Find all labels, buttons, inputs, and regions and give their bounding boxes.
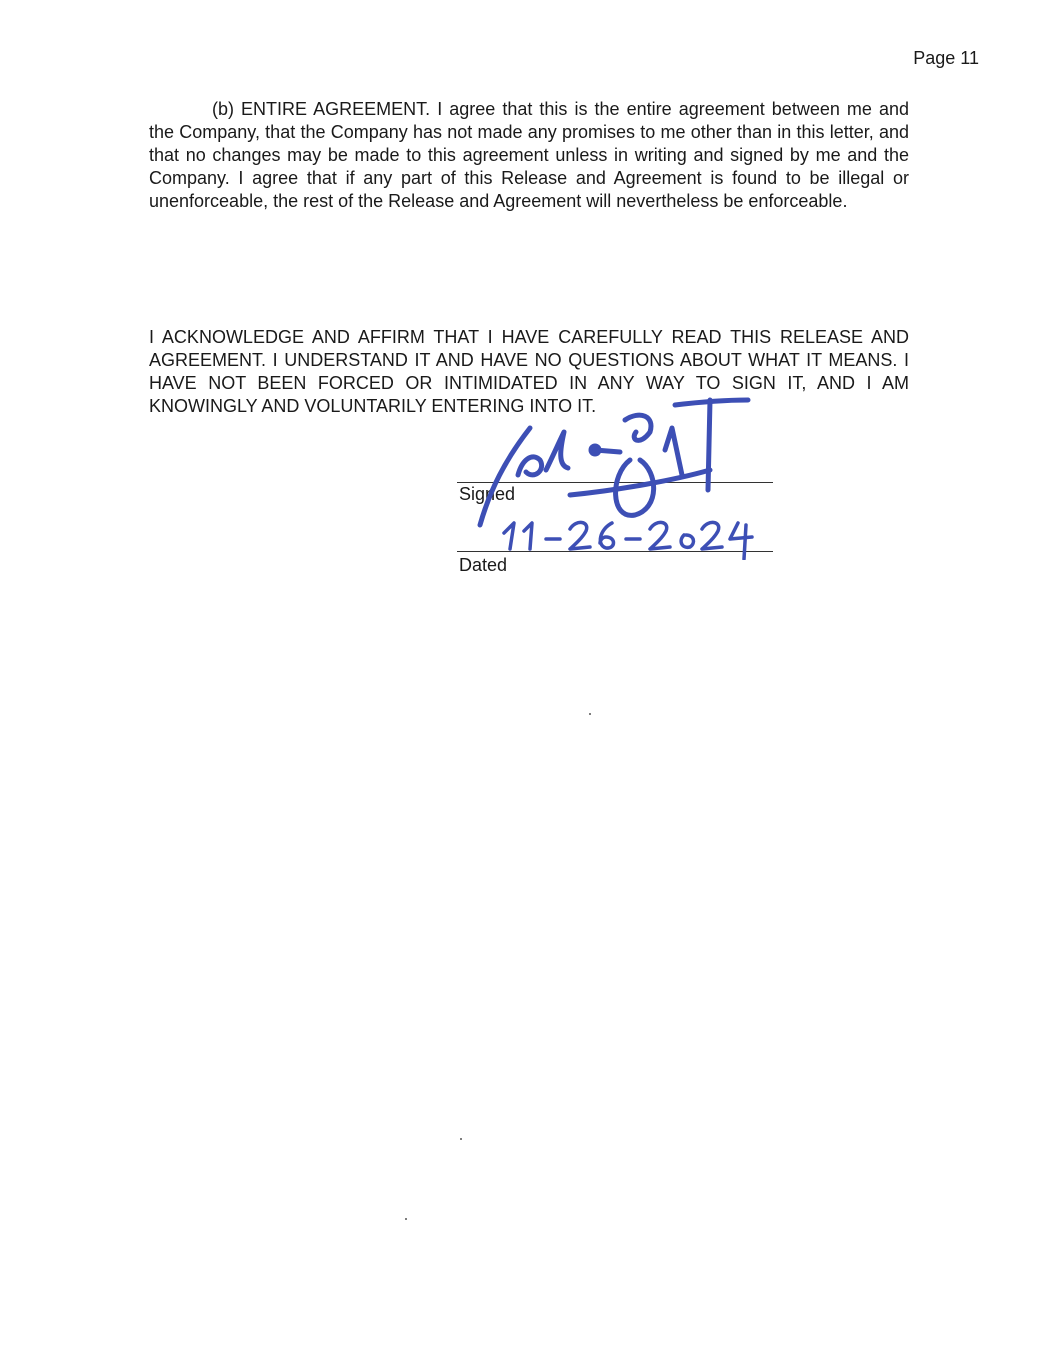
signed-label: Signed — [459, 484, 516, 504]
handwritten-date — [498, 515, 768, 560]
scan-speck — [405, 1218, 407, 1220]
scan-speck — [589, 713, 591, 715]
acknowledgment-paragraph: I ACKNOWLEDGE AND AFFIRM THAT I HAVE CAREFULLY READ THIS RELEASE AND AGREEMENT. I UNDERSTAND IT AND HAVE NO QUESTIONS ABOUT WHAT IT MEANS. I HAVE NOT BEEN FORCED OR INTIMIDATED IN ANY WAY TO SIGN IT, AND I AM KNOWINGLY AND VOLUNTARILY ENTERING INTO IT. — [149, 327, 909, 416]
page-number: Page 11 — [913, 48, 979, 68]
dated-label: Dated — [459, 555, 508, 575]
entire-agreement-paragraph: (b) ENTIRE AGREEMENT. I agree that this is the entire agreement between me and the Company, that the Company has not made any promises to me other than in this letter, and that no changes may be made to this agreement unless in writing and signed by me and the Company. I agree that if any part of this Release and Agreement is found to be illegal or unenforceable, the rest of the Release and Agreement will nevertheless be enforceable. — [149, 99, 909, 211]
scan-speck — [460, 1138, 462, 1140]
